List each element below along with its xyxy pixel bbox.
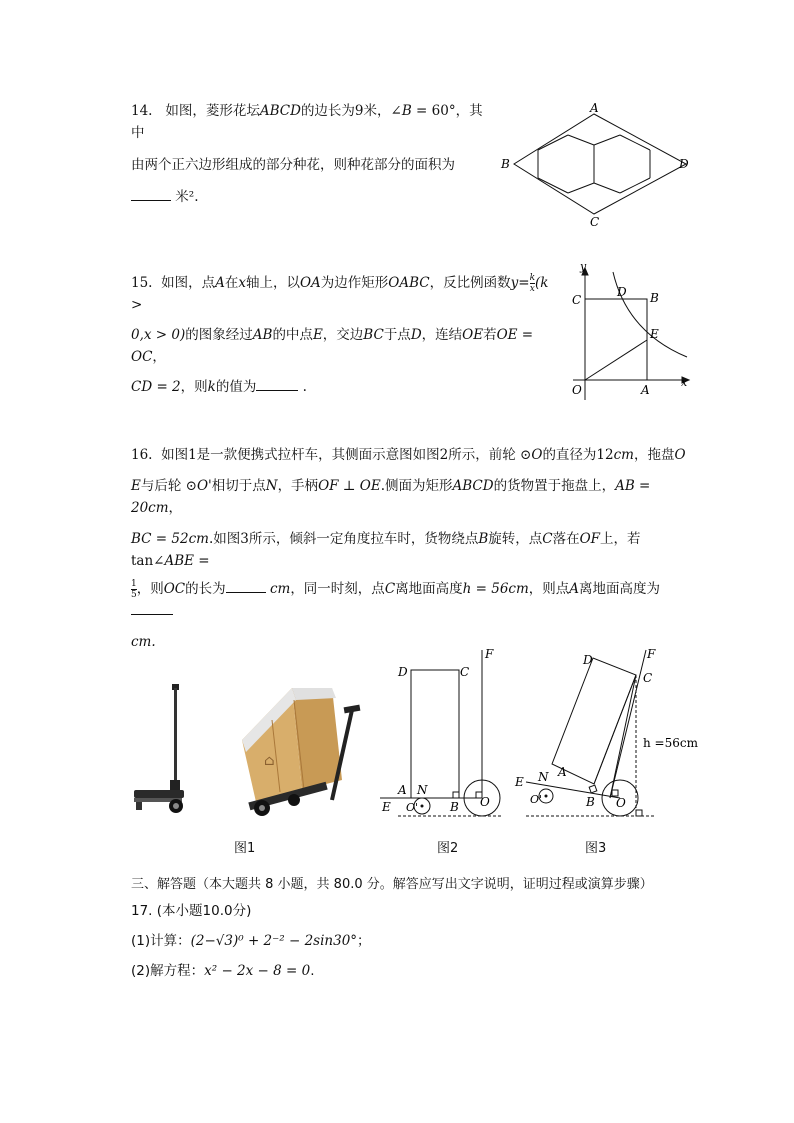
label-D: D (679, 157, 689, 171)
q14-line1: 14. 如图，菱形花坛ABCD的边长为9米，∠B = 60°，其中 (131, 103, 483, 141)
q16-line3: BC = 52cm.如图3所示，倾斜一定角度拉车时，货物绕点B旋转，点C落在OF上，若tan∠ABE = (131, 531, 641, 569)
cart-diagram-fig3 (510, 640, 710, 820)
rhombus-figure (498, 100, 698, 230)
figure-2-caption: 图2 (437, 841, 459, 856)
svg-text:O': O' (530, 793, 543, 806)
label-C: C (590, 215, 600, 229)
svg-text:B: B (450, 800, 459, 814)
svg-text:x: x (681, 376, 688, 389)
svg-text:N: N (538, 770, 549, 784)
svg-text:E: E (515, 775, 524, 789)
svg-text:O: O (616, 796, 626, 810)
svg-text:C: C (643, 671, 653, 685)
rectangle-hyperbola-figure (565, 262, 695, 402)
svg-text:y: y (580, 262, 587, 273)
svg-text:⌂: ⌂ (264, 753, 275, 769)
svg-text:O: O (572, 383, 582, 397)
svg-text:C: C (460, 665, 470, 679)
cart-diagram-fig2 (378, 640, 508, 820)
svg-text:O': O' (406, 801, 419, 814)
svg-text:D: D (583, 653, 593, 667)
q16-line4: $\frac{1}{5}$ ，则OC的长为 cm，同一时刻，点C离地面高度h = 56cm，则点A离地面高度为 (131, 578, 691, 622)
svg-text:F: F (647, 647, 656, 661)
q17-head: 17. (本小题10.0分) (131, 903, 252, 919)
svg-text:O: O (480, 795, 490, 809)
q15-line3: CD = 2，则k的值为 . (131, 376, 561, 398)
svg-text:F: F (485, 647, 494, 661)
section-heading: 三、解答题（本大题共 8 小题，共 80.0 分。解答应写出文字说明，证明过程或演算步骤） (131, 877, 653, 892)
cart-photo-folded (128, 680, 198, 820)
q16-line1: 16. 如图1是一款便携式拉杆车，其侧面示意图如图2所示，前轮 ⊙O的直径为12cm，拖盘O (131, 447, 686, 463)
question-17 (131, 900, 691, 982)
q16-line5: cm. (131, 634, 156, 650)
svg-text:N: N (417, 783, 428, 797)
svg-text:h =56cm: h =56cm (643, 736, 698, 750)
svg-text:A: A (558, 765, 567, 779)
figure-1-caption: 图1 (234, 841, 256, 856)
label-A: A (590, 101, 599, 115)
svg-text:B: B (586, 795, 595, 809)
svg-text:C: C (572, 293, 582, 307)
q15-line1: 15. 如图，点A在x轴上，以OA为边作矩形OABC，反比例函数y= $\frac{k}{x}$ (k > (131, 273, 549, 313)
svg-text:D: D (398, 665, 408, 679)
svg-text:A: A (398, 783, 407, 797)
question-16 (131, 444, 691, 653)
figure-3-caption: 图3 (585, 841, 607, 856)
answer-blank[interactable] (131, 186, 171, 201)
answer-blank[interactable] (256, 376, 298, 391)
question-15 (131, 272, 561, 398)
svg-text:E: E (382, 800, 391, 814)
label-B: B (501, 157, 510, 171)
q16-line2: E与后轮 ⊙O'相切于点N，手柄OF ⊥ OE.侧面为矩形ABCD的货物置于拖盘上，AB = 20cm， (131, 478, 651, 516)
q17-part2: (2)解方程：x² − 2x − 8 = 0. (131, 963, 315, 979)
answer-blank-2[interactable] (131, 600, 173, 615)
q14-line2: 由两个正六边形组成的部分种花，则种花部分的面积为 (131, 157, 455, 173)
q14-line3: 米². (131, 186, 491, 208)
svg-text:B: B (650, 291, 659, 305)
svg-text:A: A (641, 383, 650, 397)
svg-text:D: D (617, 285, 627, 299)
answer-blank-1[interactable] (226, 578, 266, 593)
svg-text:E: E (650, 327, 659, 341)
cart-photo-with-box (232, 680, 362, 820)
question-14 (131, 100, 491, 208)
q17-part1: (1)计算：(2−√3)⁰ + 2⁻² − 2sin30°； (131, 933, 371, 949)
q15-line2: 0,x > 0)的图象经过AB的中点E，交边BC于点D，连结OE若OE = OC， (131, 327, 534, 365)
